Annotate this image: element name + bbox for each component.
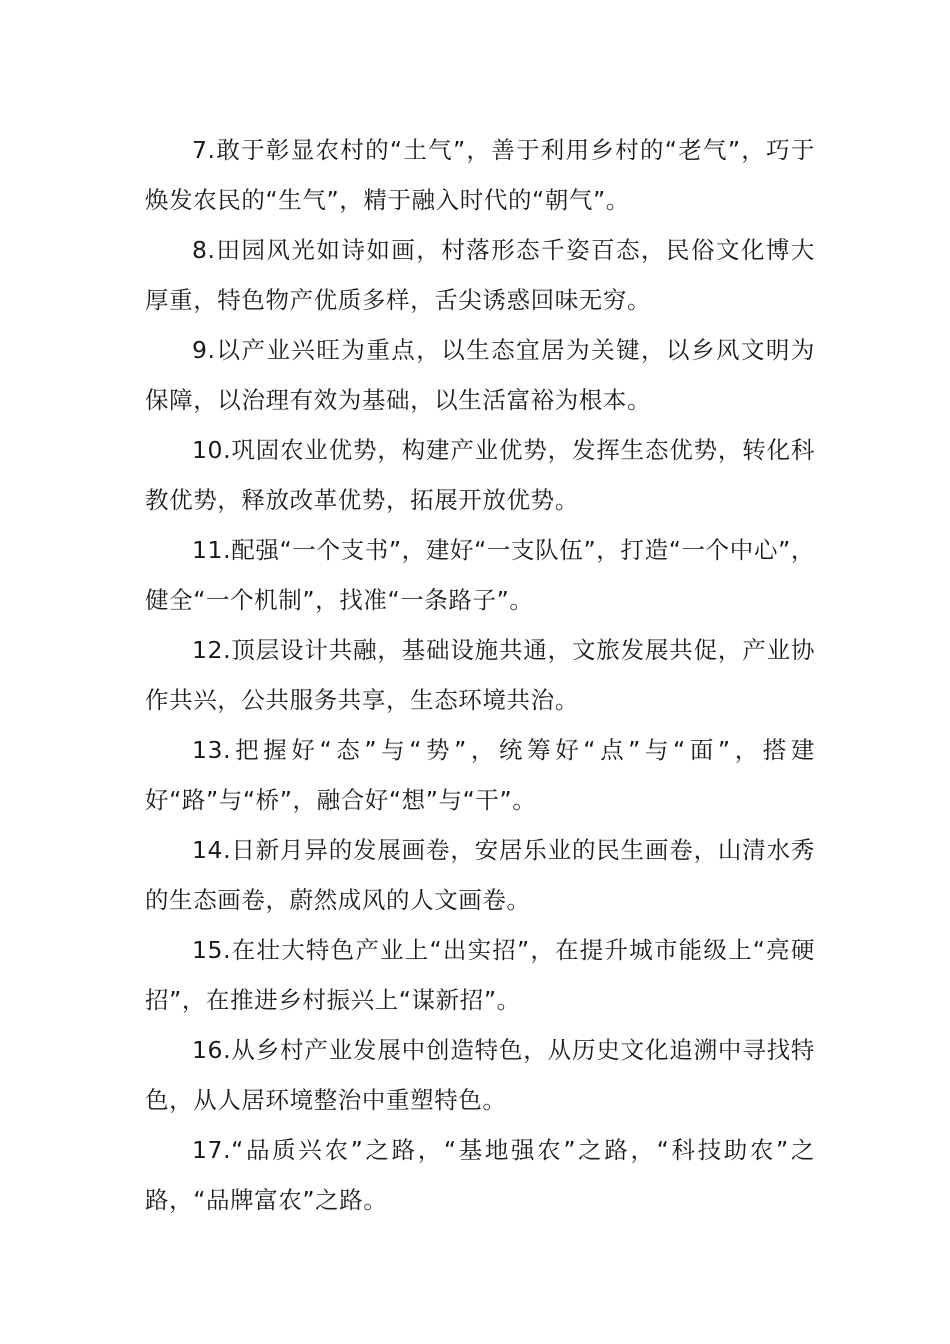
paragraph-16: 16.从乡村产业发展中创造特色，从历史文化追溯中寻找特色，从人居环境整治中重塑特色。: [145, 1036, 815, 1114]
paragraph-15: 15.在壮大特色产业上“出实招”，在提升城市能级上“亮硬招”，在推进乡村振兴上“谋新招”。: [145, 936, 815, 1014]
paragraph-7: 7.敢于彰显农村的“土气”，善于利用乡村的“老气”，巧于焕发农民的“生气”，精于融入时代的“朝气”。: [145, 136, 815, 214]
paragraph-10: 10.巩固农业优势，构建产业优势，发挥生态优势，转化科教优势，释放改革优势，拓展开放优势。: [145, 436, 815, 514]
paragraph-11: 11.配强“一个支书”，建好“一支队伍”，打造“一个中心”，健全“一个机制”，找准“一条路子”。: [145, 536, 815, 614]
paragraph-14: 14.日新月异的发展画卷，安居乐业的民生画卷，山清水秀的生态画卷，蔚然成风的人文画卷。: [145, 836, 815, 914]
document-body: [145, 125, 815, 1225]
paragraph-17: 17.“品质兴农”之路，“基地强农”之路，“科技助农”之路，“品牌富农”之路。: [145, 1136, 815, 1214]
paragraph-13: 13.把握好“态”与“势”，统筹好“点”与“面”，搭建好“路”与“桥”，融合好“想”与“干”。: [145, 736, 815, 814]
paragraph-8: 8.田园风光如诗如画，村落形态千姿百态，民俗文化博大厚重，特色物产优质多样，舌尖诱惑回味无穷。: [145, 236, 815, 314]
paragraph-12: 12.顶层设计共融，基础设施共通，文旅发展共促，产业协作共兴，公共服务共享，生态环境共治。: [145, 636, 815, 714]
paragraph-9: 9.以产业兴旺为重点，以生态宜居为关键，以乡风文明为保障，以治理有效为基础，以生活富裕为根本。: [145, 336, 815, 414]
